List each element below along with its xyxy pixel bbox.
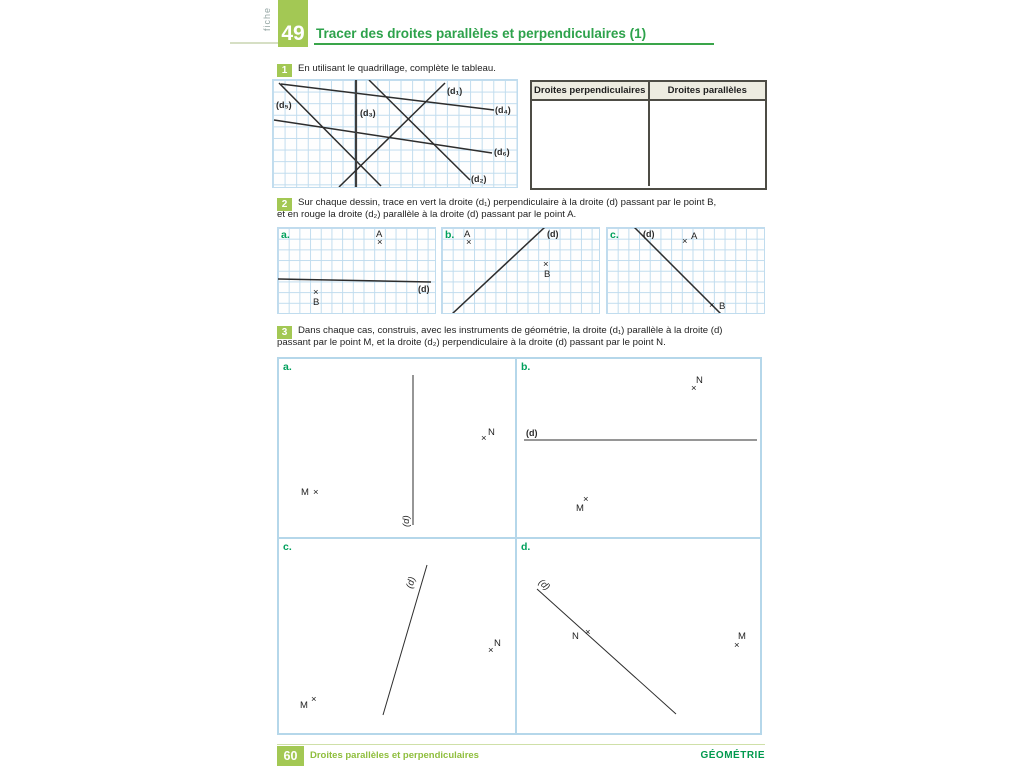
- label-d: (d): [547, 229, 559, 239]
- exercise2-instruction-line1: Sur chaque dessin, trace en vert la droite (d₁) perpendiculaire à la droite (d) passant par le point B,: [298, 197, 717, 208]
- title-underline: [314, 43, 714, 45]
- point-n-marker: ×: [481, 433, 487, 444]
- exercise2-panel-a: [277, 227, 436, 314]
- point-n-marker: ×: [585, 627, 591, 638]
- point-m-letter: M: [738, 631, 746, 642]
- panel-c-figure: [607, 228, 764, 313]
- point-n-letter: N: [696, 375, 703, 386]
- point-m-letter: M: [576, 503, 584, 514]
- point-m-marker: ×: [313, 487, 319, 498]
- page-title: Tracer des droites parallèles et perpendiculaires (1): [316, 26, 647, 41]
- exercise3-instruction-line2: passant par le point M, et la droite (d₂) perpendiculaire à la droite (d) passant par le point N.: [277, 337, 666, 348]
- exercise1-instruction: En utilisant le quadrillage, complète le tableau.: [298, 63, 496, 74]
- page-number: 60: [277, 746, 304, 766]
- point-n-marker: ×: [488, 645, 494, 656]
- panel-a-letter: a.: [283, 361, 292, 373]
- panel-b-letter: b.: [521, 361, 531, 373]
- panel-c-letter: c.: [610, 229, 619, 241]
- panel-b-figure: [442, 228, 599, 313]
- panel-b-figure: [517, 359, 760, 537]
- footer-section-label: GÉOMÉTRIE: [700, 750, 765, 761]
- exercise1-badge: 1: [277, 64, 292, 77]
- sheet-number-box: [278, 0, 308, 47]
- label-d: (d): [643, 229, 655, 239]
- point-n-letter: N: [572, 631, 579, 642]
- label-d2: (d₂): [471, 174, 487, 184]
- sheet-number: 49: [281, 22, 305, 45]
- line-d: [278, 279, 431, 282]
- header-left-rule: [230, 42, 278, 44]
- exercise3-panel-b: [515, 357, 762, 539]
- cell-paralleles: [650, 101, 766, 186]
- panel-d-figure: [517, 539, 760, 733]
- fiche-vertical-label: fiche: [262, 7, 272, 32]
- label-d5: (d₅): [276, 100, 292, 110]
- exercise3-panel-a: [277, 357, 517, 539]
- footer-chapter-title: Droites parallèles et perpendiculaires: [310, 750, 479, 761]
- point-b-letter: B: [313, 297, 320, 308]
- table-body-row: [532, 101, 765, 186]
- label-d1: (d₁): [447, 86, 463, 96]
- label-d: (d): [401, 515, 412, 527]
- point-m-letter: M: [301, 487, 309, 498]
- exercise2-panel-b: [441, 227, 600, 314]
- point-n-letter: N: [494, 638, 501, 649]
- label-d: (d): [418, 284, 430, 294]
- label-d6: (d₆): [494, 147, 510, 157]
- point-a-letter: A: [464, 229, 471, 240]
- point-a-marker: ×: [377, 237, 383, 248]
- panel-b-letter: b.: [445, 229, 455, 241]
- col-header-perpendiculaires: Droites perpendiculaires: [532, 82, 650, 99]
- label-d3: (d₃): [360, 108, 376, 118]
- exercise3-panel-c: [277, 537, 517, 735]
- point-b-marker: ×: [313, 287, 319, 298]
- label-d: (d): [404, 575, 419, 590]
- panel-c-figure: [279, 539, 515, 733]
- col-header-paralleles: Droites parallèles: [667, 85, 747, 96]
- panel-c-letter: c.: [283, 541, 292, 553]
- footer-rule: [277, 744, 765, 745]
- exercise2-panel-c: [606, 227, 765, 314]
- point-n-letter: N: [488, 427, 495, 438]
- point-m-marker: ×: [311, 694, 317, 705]
- point-a-letter: A: [691, 231, 698, 242]
- exercise2-badge: 2: [277, 198, 292, 211]
- point-m-marker: ×: [734, 640, 740, 651]
- point-n-marker: ×: [691, 383, 697, 394]
- panel-a-figure: [278, 228, 435, 313]
- exercise3-instruction-line1: Dans chaque cas, construis, avec les instruments de géométrie, la droite (d₁) parallèle à la droite (d): [298, 325, 723, 336]
- label-d: (d): [526, 428, 538, 438]
- line-d1: [339, 83, 445, 187]
- line-d6: [274, 120, 492, 153]
- label-d4: (d₄): [495, 105, 511, 115]
- exercise2-instruction-line2: et en rouge la droite (d₂) parallèle à la droite (d) passant par le point A.: [277, 209, 577, 220]
- exercise1-lines-figure: [273, 80, 517, 187]
- panel-a-letter: a.: [281, 229, 290, 241]
- point-b-marker: ×: [709, 300, 715, 311]
- point-b-marker: ×: [543, 259, 549, 270]
- point-a-letter: A: [376, 229, 383, 240]
- line-d: [634, 228, 721, 313]
- exercise1-table: [530, 80, 767, 190]
- table-header-row: [532, 82, 765, 101]
- point-b-letter: B: [719, 301, 726, 312]
- line-d: [537, 589, 676, 714]
- point-a-marker: ×: [466, 237, 472, 248]
- point-a-marker: ×: [682, 236, 688, 247]
- label-d: (d): [535, 577, 552, 594]
- exercise3-badge: 3: [277, 326, 292, 339]
- panel-d-letter: d.: [521, 541, 531, 553]
- exercise1-grid: [272, 79, 518, 188]
- point-m-marker: ×: [583, 494, 589, 505]
- panel-a-figure: [279, 359, 515, 537]
- exercise3-panel-d: [515, 537, 762, 735]
- cell-perpendiculaires: [532, 101, 650, 186]
- point-b-letter: B: [544, 269, 551, 280]
- point-m-letter: M: [300, 700, 308, 711]
